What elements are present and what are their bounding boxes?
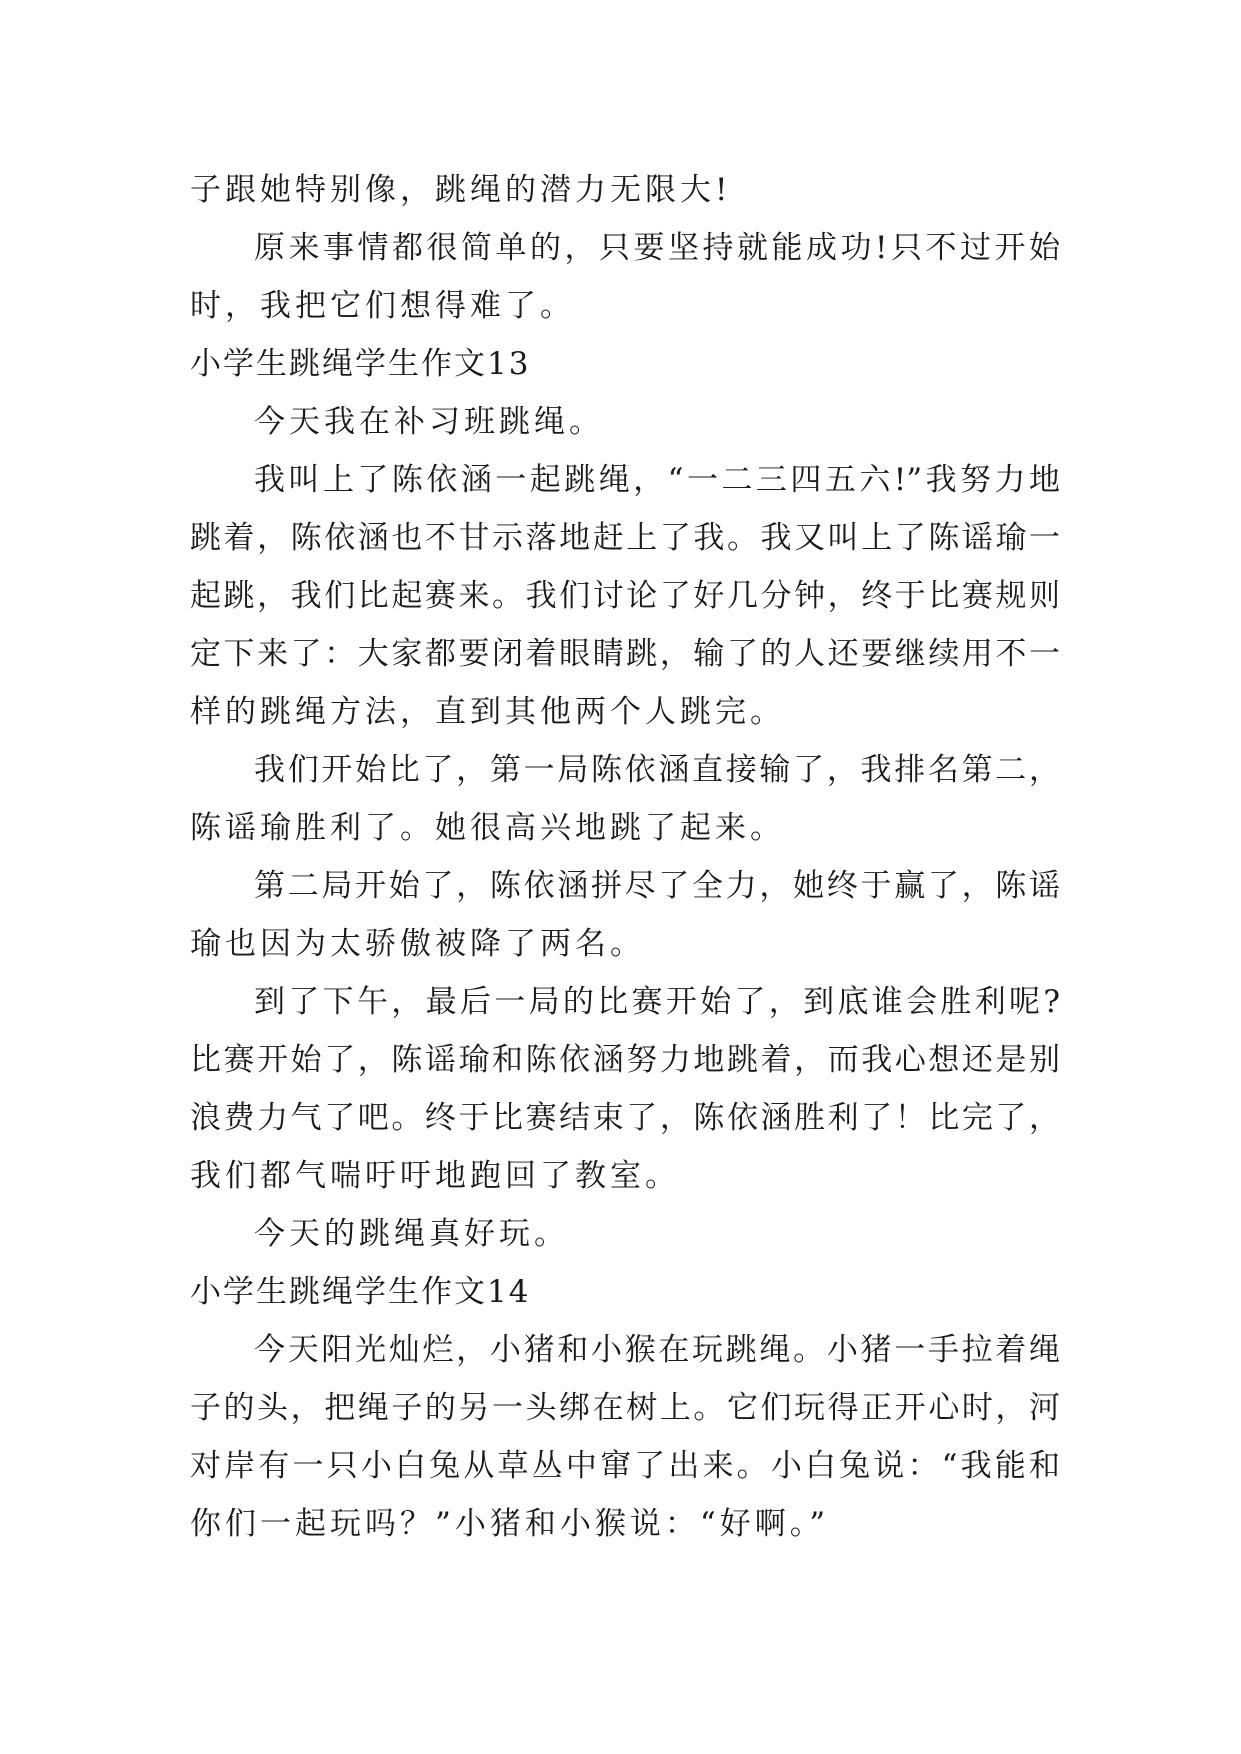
text-line: 样的跳绳方法，直到其他两个人跳完。	[190, 694, 785, 730]
essay-heading-14: 小学生跳绳学生作文14	[190, 1274, 531, 1310]
paragraph-start-line: 第二局开始了，陈依涵拼尽了全力，她终于赢了，陈谣	[254, 868, 1060, 904]
paragraph-start-line: 原来事情都很简单的，只要坚持就能成功!只不过开始	[254, 230, 1060, 266]
text-line: 起跳，我们比起赛来。我们讨论了好几分钟，终于比赛规则	[190, 578, 1060, 614]
paragraph-start-line: 今天的跳绳真好玩。	[254, 1216, 569, 1252]
text-line: 比赛开始了，陈谣瑜和陈依涵努力地跳着，而我心想还是别	[190, 1042, 1060, 1078]
text-line: 陈谣瑜胜利了。她很高兴地跳了起来。	[190, 810, 785, 846]
text-line: 时，我把它们想得难了。	[190, 288, 575, 324]
paragraph-start-line: 今天阳光灿烂，小猪和小猴在玩跳绳。小猪一手拉着绳	[254, 1332, 1060, 1368]
paragraph-start-line: 今天我在补习班跳绳。	[254, 404, 604, 440]
essay-heading-13: 小学生跳绳学生作文13	[190, 346, 531, 382]
text-line: 跳着，陈依涵也不甘示落地赶上了我。我又叫上了陈谣瑜一	[190, 520, 1060, 556]
text-line: 定下来了：大家都要闭着眼睛跳，输了的人还要继续用不一	[190, 636, 1060, 672]
text-line: 瑜也因为太骄傲被降了两名。	[190, 926, 645, 962]
text-line: 对岸有一只小白兔从草丛中窜了出来。小白兔说：“我能和	[190, 1448, 1060, 1484]
text-line: 子跟她特别像，跳绳的潜力无限大!	[190, 172, 732, 208]
paragraph-start-line: 我们开始比了，第一局陈依涵直接输了，我排名第二，	[254, 752, 1060, 788]
text-line: 浪费力气了吧。终于比赛结束了，陈依涵胜利了！比完了，	[190, 1100, 1060, 1136]
text-line: 子的头，把绳子的另一头绑在树上。它们玩得正开心时，河	[190, 1390, 1060, 1426]
text-line: 你们一起玩吗？”小猪和小猴说：“好啊。”	[190, 1506, 830, 1542]
paragraph-start-line: 到了下午，最后一局的比赛开始了，到底谁会胜利呢?	[254, 984, 1060, 1020]
paragraph-start-line: 我叫上了陈依涵一起跳绳，“一二三四五六!”我努力地	[254, 462, 1060, 498]
text-line: 我们都气喘吁吁地跑回了教室。	[190, 1158, 680, 1194]
